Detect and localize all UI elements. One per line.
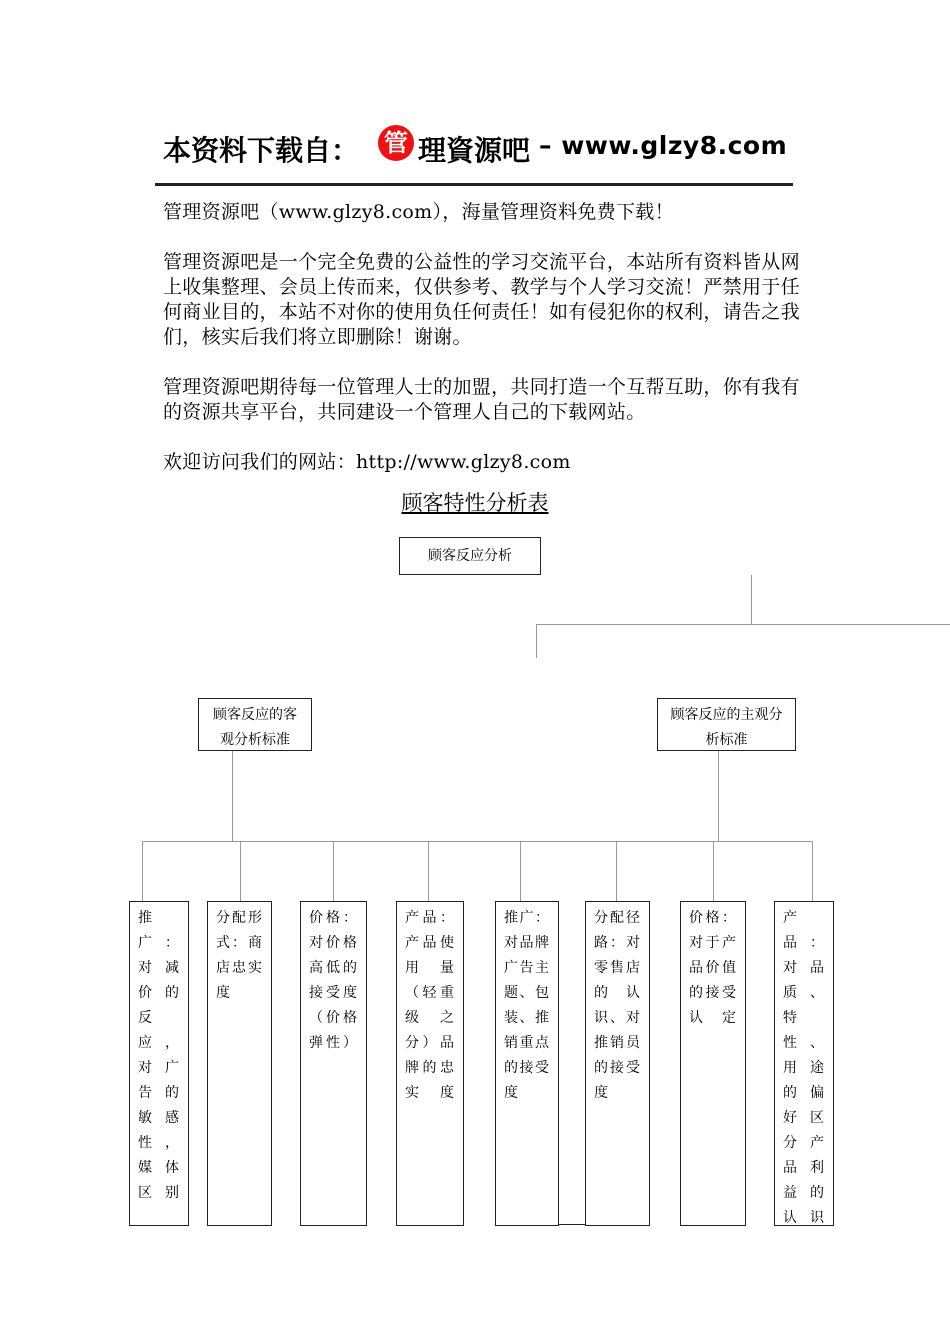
leaf-node-4: 产品：产品使用量（轻重级之分）品牌的忠实度 [396, 901, 464, 1226]
connector-line [240, 841, 241, 901]
connector-line [520, 841, 521, 901]
connector-line [536, 624, 537, 658]
objective-criteria-node: 顾客反应的客观分析标准 [198, 698, 312, 751]
leaf-node-3: 价格：对价格高低的接受度（价格弹性） [300, 901, 367, 1226]
connector-line [428, 841, 429, 901]
leaf-node-2: 分配形式：商店忠实度 [207, 901, 272, 1226]
header-divider [155, 183, 793, 186]
intro-paragraph-4[interactable]: 欢迎访问我们的网站：http://www.glzy8.com [163, 451, 571, 473]
root-node: 顾客反应分析 [399, 537, 541, 575]
subjective-criteria-node: 顾客反应的主观分析标准 [657, 698, 796, 751]
banner-url[interactable]: – www.glzy8.com [539, 131, 788, 160]
intro-paragraph-3: 管理资源吧期待每一位管理人士的加盟，共同打造一个互帮互助，你有我有的资源共享平台，共同建设一个管理人自己的下载网站。 [163, 376, 800, 423]
connector-line [142, 841, 143, 901]
connector-line [333, 841, 334, 901]
leaf-node-1: 推广：对减价的反应，对广告的敏感性，媒体区别 [129, 901, 189, 1226]
connector-line [812, 841, 813, 901]
brand-logo-icon: 管 [378, 125, 414, 161]
banner-brand-name: 理資源吧 [418, 134, 531, 167]
document-title: 顾客特性分析表 [401, 491, 549, 515]
leaf-node-7: 价格：对于产品价值的接受认定 [680, 901, 746, 1226]
leaf-node-6: 分配径路：对零售店的认识、对推销员的接受度 [585, 901, 650, 1226]
connector-line [558, 1224, 586, 1225]
intro-paragraph-1: 管理资源吧（www.glzy8.com），海量管理资料免费下载！ [163, 201, 674, 223]
leaf-node-8: 产品：对品质、特性、用途的偏好区分产品利益的认识 [774, 901, 834, 1226]
connector-line [616, 841, 617, 901]
banner-source-label: 本资料下载自： [163, 134, 360, 167]
connector-line [232, 751, 233, 841]
intro-paragraph-2: 管理资源吧是一个完全免费的公益性的学习交流平台，本站所有资料皆从网上收集整理、会员上传而来，仅供参考、教学与个人学习交流！严禁用于任何商业目的，本站不对你的使用负任何责任！如有侵犯你的权利，请告之我们，核实后我们将立即删除！谢谢。 [163, 251, 800, 348]
leaf-node-5: 推广：对品牌广告主题、包装、推销重点的接受度 [495, 901, 559, 1226]
connector-line [536, 624, 950, 625]
connector-line [751, 575, 752, 625]
connector-line [718, 751, 719, 841]
connector-line [713, 841, 714, 901]
header-banner [163, 125, 788, 169]
